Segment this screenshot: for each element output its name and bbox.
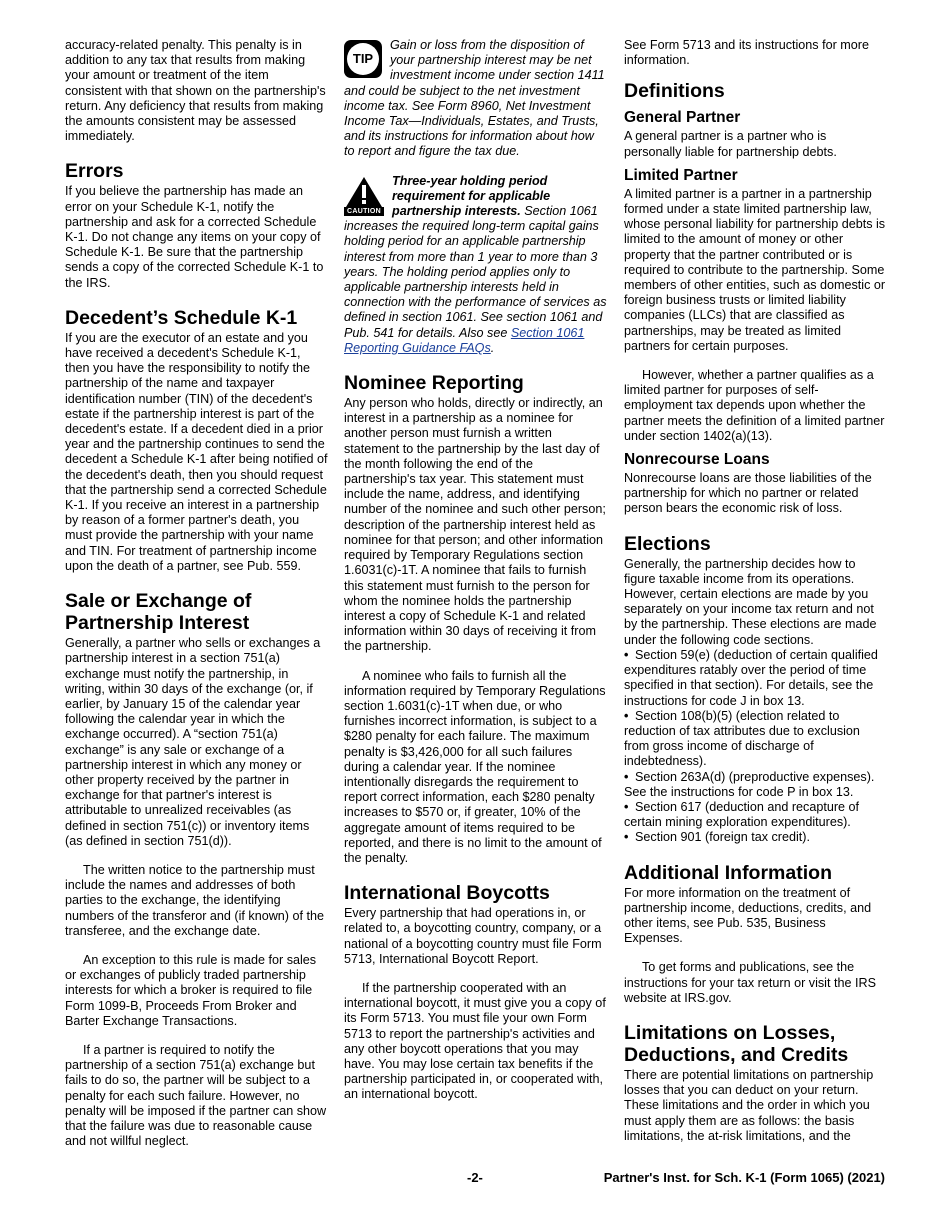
paragraph-sale-1: Generally, a partner who sells or exchanges a partnership interest in a section 751(a) exchange must notify the partnership, in writing, within 30 days of the exchange (or, if earlier, by January 15 of the calendar year following the calendar year in which the exchange occurred). A “section 751(a) exchange” is any sale or exchange of a partnership interest in which any money or other property received by the partner in exchange for that partner's interest is attributable to unrealized receivables (as defined in section 751(c)) or inventory items (as defined in section 751(d)). (65, 636, 321, 848)
paragraph-sale-2: The written notice to the partnership must include the names and addresses of both parties to the exchange, the identifying numbers of the transferor and (if known) of the transferee, and the exchange date. (65, 862, 325, 938)
paragraph-general-partner: A general partner is a partner who is personally liable for partnership debts. (624, 129, 837, 159)
paragraph-decedent: If you are the executor of an estate and you have received a decedent's Schedule K-1, then you have the responsibility to notify the partnership of the name and taxpayer identification number (TIN) of the decedent's estate if the partnership interest is part of the decedent's estate. If a decedent died in a prior year and the partnership continues to send the decedent a Schedule K-1 after being notified of the decedent's death, then you should request that the partnership send a corrected Schedule K-1. If you receive an interest in a partnership by reason of a former partner's death, you must provide the partnership with your name and TIN. For treatment of partnership income upon the death of a partner, see Pub. 559. (65, 330, 328, 573)
list-item: • Section 901 (foreign tax credit). (624, 830, 811, 845)
column-middle (344, 38, 607, 1103)
paragraph-errors: If you believe the partnership has made an error on your Schedule K-1, notify the partnership and ask for a corrected Schedule K-1. Do not change any items on your copy of Schedule K-1. Be sure that the partnership sends a copy of the corrected Schedule K-1 to the IRS. (65, 184, 324, 290)
elections-list (624, 648, 887, 846)
tip-text: Gain or loss from the disposition of your partnership interest may be net investment income under section 1411 and could be subject to the net investment income tax. See Form 8960, Net Investment Income Tax—Individuals, Estates, and Trusts, and its instructions for information about how to report and figure the tax due. (344, 38, 605, 159)
page-number: -2- (467, 1170, 483, 1185)
tip-note (344, 38, 607, 160)
list-item: • Section 59(e) (deduction of certain qualified expenditures ratably over the period of time specified in that section). For details, see the instructions for code J in box 13. (624, 647, 878, 708)
heading-elections: Elections (624, 532, 711, 555)
section-1061-faqs-link[interactable]: Section 1061 Reporting Guidance FAQs (344, 325, 585, 355)
heading-definitions: Definitions (624, 80, 725, 103)
list-item: • Section 617 (deduction and recapture of certain mining exploration expenditures). (624, 799, 860, 830)
column-right (624, 38, 887, 1144)
caution-note (344, 174, 607, 356)
heading-additional-information: Additional Information (624, 861, 832, 884)
page-footer (65, 1170, 885, 1188)
paragraph-limited-partner-2: However, whether a partner qualifies as a limited partner for purposes of self-employment tax depends upon whether the partner meets the definition of a limited partner under section 1402(a)(13). (624, 368, 885, 443)
heading-sale-exchange: Sale or Exchange of Partnership Interest (65, 590, 252, 635)
paragraph-additional-2: To get forms and publications, see the instructions for your tax return or visit the IRS website at IRS.gov. (624, 960, 876, 1005)
paragraph-sale-3: An exception to this rule is made for sales or exchanges of publicly traded partnership interests for which a broker is required to file Form 1099-B, Proceeds From Broker and Barter Exchange Transactions. (65, 952, 317, 1028)
heading-nominee: Nominee Reporting (344, 372, 524, 395)
tip-icon-label: TIP (347, 43, 379, 75)
paragraph-elections: Generally, the partnership decides how to figure taxable income from its operations. However, certain elections are made by you separately on your income tax return and not by the partnership. These elections are made under the following code sections. (624, 556, 877, 647)
heading-limitations: Limitations on Losses, Deductions, and Credits (624, 1021, 849, 1066)
footer-title: Partner's Inst. for Sch. K-1 (Form 1065) (2021) (603, 1170, 885, 1185)
caution-end: . (490, 340, 495, 355)
list-item: • Section 108(b)(5) (election related to reduction of tax attributes due to exclusion from gross income of discharge of indebtedness). (624, 708, 860, 769)
heading-nonrecourse-loans: Nonrecourse Loans (624, 451, 770, 469)
paragraph-boycotts-1: Every partnership that had operations in, or related to, a boycotting country, company, or a national of a boycotting country must file Form 5713, International Boycott Report. (344, 906, 602, 966)
paragraph-nonrecourse-loans: Nonrecourse loans are those liabilities of the partnership for which no partner or related person bears the economic risk of loss. (624, 471, 872, 516)
heading-errors: Errors (65, 160, 124, 183)
paragraph-limitations: There are potential limitations on partnership losses that you can deduct on your return. These limitations and the order in which you must apply them are as follows: the basis limitations, the at-risk limitations, and the (624, 1067, 874, 1143)
paragraph-nominee-1: Any person who holds, directly or indirectly, an interest in a partnership as a nominee for another person must furnish a written statement to the partnership by the last day of the month following the end of the partnership's tax year. This statement must include the name, address, and identifying number of the nominee and such other person; description of the partnership interest held as nominee for that person; and other information required by Temporary Regulations section 1.6031(c)-1T. A nominee that fails to furnish this statement must furnish to the person for whom the nominee holds the partnership interest a copy of Schedule K-1 and related information within 30 days of receiving it from the partnership. (344, 396, 606, 654)
paragraph-sale-4: If a partner is required to notify the partnership of a section 751(a) exchange but fails to do so, the partner will be subject to a penalty for each such failure. However, no penalty will be imposed if the partner can show that the failure was due to reasonable cause and not willful neglect. (65, 1042, 327, 1149)
heading-boycotts: International Boycotts (344, 882, 550, 905)
caution-icon-label: CAUTION (344, 207, 384, 216)
caution-icon (344, 176, 384, 216)
heading-decedent: Decedent’s Schedule K-1 (65, 306, 298, 329)
paragraph-nominee-2: A nominee who fails to furnish all the information required by Temporary Regulations section 1.6031(c)-1T when due, or who furnishes incorrect information, is subject to a $280 penalty for each failure. The maximum penalty is $3,426,000 for all such failures during a calendar year. If the nominee intentionally disregards the requirement to report correct information, each $280 penalty increases to $570 or, if greater, 10% of the aggregate amount of items required to be reported, and there is no limit to the amount of the penalty. (344, 668, 606, 865)
paragraph-additional-1: For more information on the treatment of partnership income, deductions, credits, and other items, see Pub. 535, Business Expenses. (624, 885, 872, 946)
column-left (65, 38, 328, 1149)
heading-limited-partner: Limited Partner (624, 166, 738, 184)
caution-title: Three-year holding period requirement for applicable partnership interests. (392, 173, 551, 219)
tip-icon (344, 40, 382, 78)
paragraph-form-5713: See Form 5713 and its instructions for more information. (624, 38, 869, 68)
paragraph-penalty-continued: accuracy-related penalty. This penalty is in addition to any tax that results from making your amount or treatment of the item consistent with that shown on the partnership's return. Any deficiency that results from making the amounts consistent may be assessed immediately. (65, 38, 326, 144)
paragraph-boycotts-2: If the partnership cooperated with an international boycott, it must give you a copy of its Form 5713. You must file your own Form 5713 to report the partnership's activities and any other boycott operations that you may have. You may lose certain tax benefits if the partnership participated in, or cooperated with, an international boycott. (344, 980, 606, 1102)
paragraph-limited-partner-1: A limited partner is a partner in a partnership formed under a state limited partnership law, whose personal liability for partnership debts is limited to the amount of money or other property that the partner contributed or is required to contribute to the partnership. Some members of other entities, such as domestic or foreign business trusts or limited liability companies (LLCs) that are classified as partnerships, may be treated as limited partners for certain purposes. (624, 186, 886, 353)
caution-text: Section 1061 increases the required long-term capital gains holding period for an applicable partnership interest from more than 1 year to more than 3 years. The holding period applies only to applicable partnership interests held in connection with the performance of services as defined in section 1061. See section 1061 and Pub. 541 for details. Also see (344, 204, 607, 340)
list-item: • Section 263A(d) (preproductive expenses). See the instructions for code P in box 13. (624, 769, 875, 799)
heading-general-partner: General Partner (624, 109, 741, 127)
